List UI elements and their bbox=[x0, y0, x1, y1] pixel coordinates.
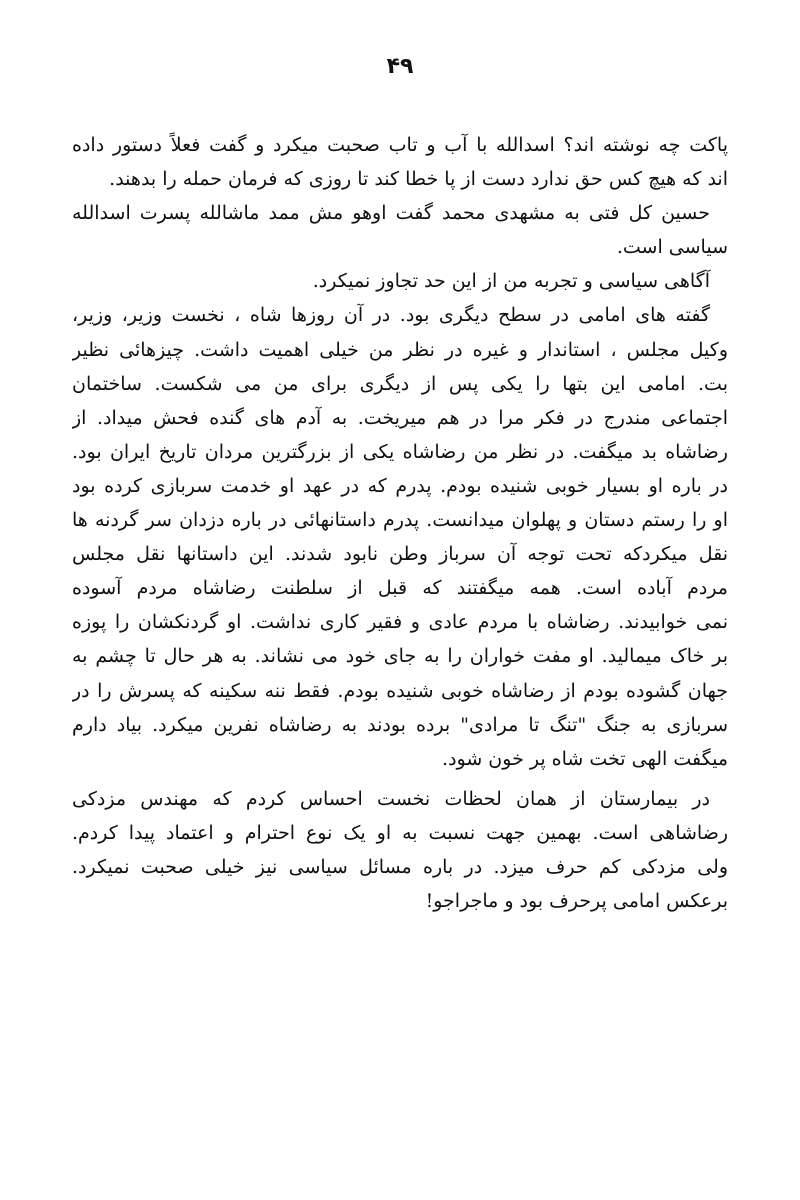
text-line: نمی خوابیدند. رضاشاه با مردم عادی و فقیر کاری نداشت. او گردنکشان را پوزه bbox=[72, 611, 728, 634]
text-line: او را رستم دستان و پهلوان میدانست. پدرم داستانهائی در باره دزدان سر گردنه ها bbox=[72, 509, 728, 532]
text-line: بت. امامی این بتها را یکی پس از دیگری برای من می شکست. ساختمان bbox=[72, 372, 728, 395]
text-line: بر خاک میمالید. او مفت خواران را به جای خود می نشاند. به هر حال تا چشم به bbox=[72, 645, 728, 668]
text-line: مردم آباده است. همه میگفتند که قبل از سلطنت رضاشاه مردم آسوده bbox=[72, 577, 728, 600]
text-line: اند که هیچ کس حق ندارد دست از پا خطا کند تا روزی که فرمان حمله را بدهند. bbox=[109, 168, 728, 191]
text-line: نقل میکردکه تحت توجه آن سرباز وطن نابود شدند. این داستانها نقل مجلس bbox=[72, 543, 728, 566]
text-line: سربازی به جنگ "تنگ تا مرادی" برده بودند به رضاشاه نفرین میکرد. بیاد دارم bbox=[72, 713, 728, 736]
text-line: رضاشاهی است. بهمین جهت نسبت به او یک نوع احترام و اعتماد پیدا کردم. bbox=[72, 821, 728, 844]
text-line: جهان گشوده بودم از رضاشاه خوبی شنیده بودم. فقط ننه سکینه که پسرش را در bbox=[72, 679, 728, 702]
text-line: پاکت چه نوشته اند؟ اسدالله با آب و تاب صحبت میکرد و گفت فعلاً دستور داده bbox=[72, 134, 728, 156]
text-line: سیاسی است. bbox=[616, 236, 728, 259]
text-line: میگفت الهی تخت شاه پر خون شود. bbox=[442, 747, 728, 770]
text-line: رضاشاه بد میگفت. در نظر من رضاشاه یکی از بزرگترین مردان تاریخ ایران بود. bbox=[72, 440, 728, 463]
page-number: ۴۹ bbox=[386, 54, 414, 79]
text-line: حسین کل فتی به مشهدی محمد گفت اوهو مش ممد ماشالله پسرت اسدالله bbox=[72, 202, 710, 225]
text-line: آگاهی سیاسی و تجربه من از این حد تجاوز نمیکرد. bbox=[312, 270, 710, 293]
text-line: در باره او بسیار خوبی شنیده بودم. پدرم که در عهد او خدمت سربازی کرده بود bbox=[72, 474, 728, 497]
text-line: گفته های امامی در سطح دیگری بود. در آن روزها شاه ، نخست وزیر، وزیر، bbox=[72, 304, 710, 327]
page-body bbox=[72, 128, 728, 918]
text-line: در بیمارستان از همان لحظات نخست احساس کردم که مهندس مزدکی bbox=[72, 787, 710, 810]
text-line: برعکس امامی پرحرف بود و ماجراجو! bbox=[425, 890, 728, 913]
text-line: وکیل مجلس ، استاندار و غیره در نظر من خیلی اهمیت داشت. چیزهائی نظیر bbox=[72, 338, 728, 361]
text-line: ولی مزدکی کم حرف میزد. در باره مسائل سیاسی نیز خیلی صحبت نمیکرد. bbox=[72, 855, 728, 878]
text-line: اجتماعی مندرج در فکر مرا در هم میریخت. به آدم های گنده فحش میداد. از bbox=[72, 406, 728, 429]
